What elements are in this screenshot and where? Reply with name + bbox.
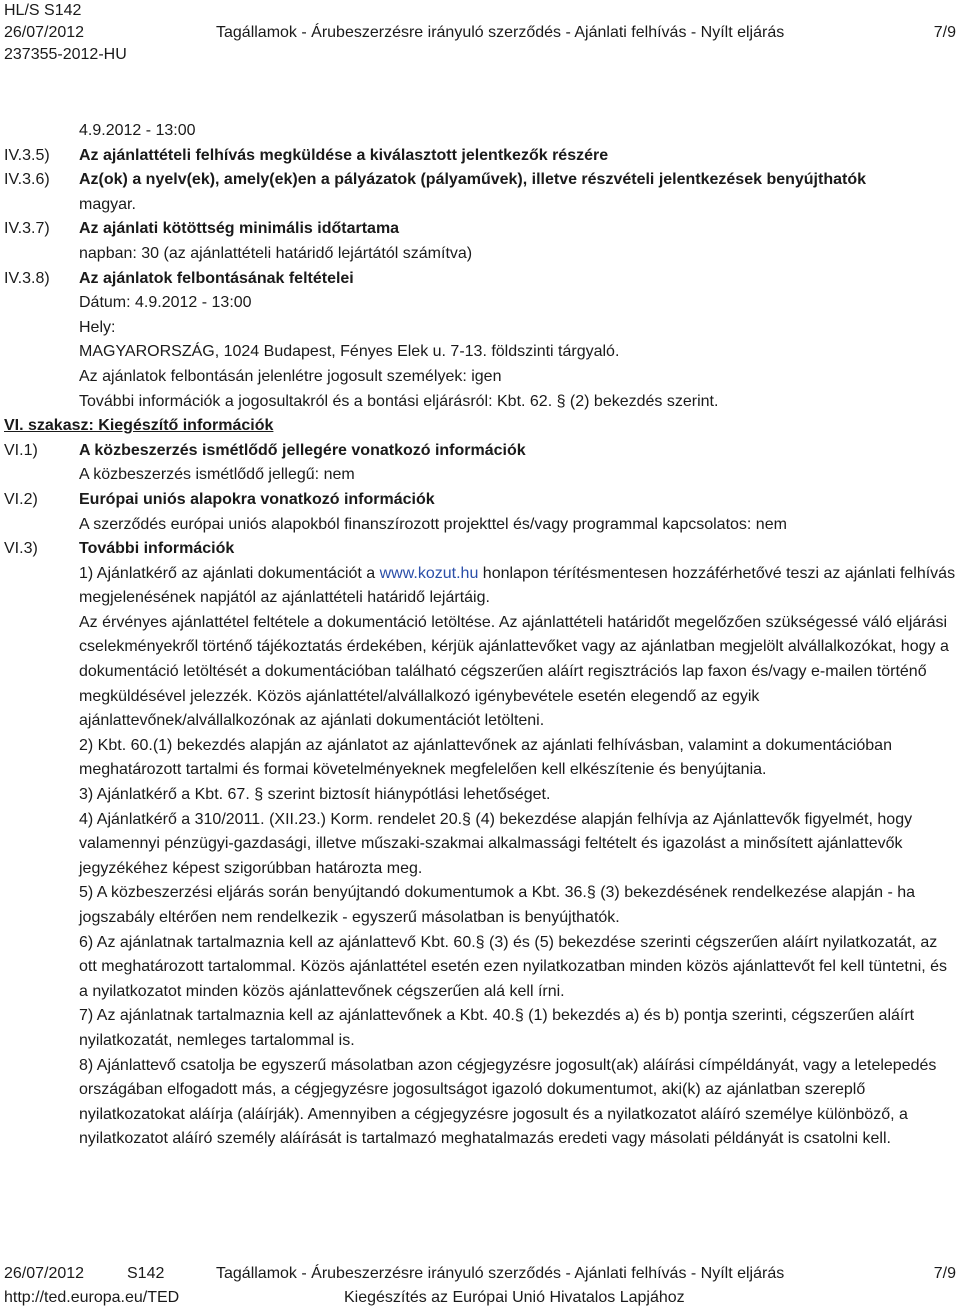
- top-datetime-row: [0, 119, 960, 144]
- footer-date: 26/07/2012: [4, 1265, 85, 1282]
- header-page-number: 7/9: [933, 24, 956, 41]
- section-title: További információk: [79, 540, 235, 558]
- section-vi-3: [0, 537, 960, 1152]
- footer-title: Tagállamok - Árubeszerzésre irányuló szerződés - Ajánlati felhívás - Nyílt eljárás: [216, 1265, 785, 1282]
- section-title: Az ajánlati kötöttség minimális időtartama: [79, 220, 400, 238]
- section-number: VI.3): [4, 540, 38, 558]
- place-label: Hely:: [79, 318, 116, 336]
- info-paragraph-1: 1) Ajánlatkérő az ajánlati dokumentációt a www.kozut.hu honlapon térítésmentesen hozzáférhetővé teszi az ajánlati felhívás megjelenésének napjától az ajánlattételi határidő lejártáig.: [79, 564, 956, 607]
- footer-code: S142: [127, 1265, 165, 1282]
- section-vi-heading: VI. szakasz: Kiegészítő információk: [4, 417, 274, 435]
- section-number: IV.3.7): [4, 220, 50, 238]
- document-body: [0, 119, 960, 1152]
- opening-date: Dátum: 4.9.2012 - 13:00: [79, 294, 252, 312]
- info-paragraph-7: 6) Az ajánlatnak tartalmaznia kell az ajánlattevő Kbt. 60.§ (3) és (5) bekezdése szerinti cégszerűen aláírt nyilatkozatát, az ott meghatározott tartalommal. Közös ajánlattétel esetén ezen nyilatkozatban minden közös ajánlattevőt fel kell tüntetni, és a nyilatkozatot minden közös ajánlattevőnek cégszerűen alá kell írni.: [79, 933, 948, 1000]
- section-number: IV.3.6): [4, 171, 50, 189]
- footer-publisher: Kiegészítés az Európai Unió Hivatalos Lapjához: [344, 1289, 685, 1306]
- footer-page-number: 7/9: [933, 1265, 956, 1282]
- info-paragraph-9: 8) Ajánlattevő csatolja be egyszerű másolatban azon cégjegyzésre jogosult(ak) aláírási címpéldányát, vagy a letelepedés országában elfogadott más, a cégjegyzésre jogosultságot igazoló dokumentumot, aki(k) az ajánlatban szereplő nyilatkozatokat aláírja (aláírják). Amennyiben a cégjegyzésre jogosult és a nyilatkozatot aláíró személye különböző, a nyilatkozatot aláíró személy aláírását is tartalmazó meghatalmazás eredeti vagy másolati példányát is csatolni kell.: [79, 1056, 937, 1148]
- authorized-persons: Az ajánlatok felbontásán jelenlétre jogosult személyek: igen: [79, 367, 502, 385]
- section-number: IV.3.5): [4, 146, 50, 164]
- section-number: VI.2): [4, 490, 38, 508]
- section-title: Európai uniós alapokra vonatkozó információk: [79, 490, 435, 508]
- section-value: magyar.: [79, 195, 136, 213]
- info-paragraph-6: 5) A közbeszerzési eljárás során benyújtandó dokumentumok a Kbt. 36.§ (3) bekezdésének rendelkezése alapján - ha jogszabály eltérően nem rendelkezik - egyszerű másolatban is benyújthatók.: [79, 884, 916, 926]
- section-value: napban: 30 (az ajánlattételi határidő lejártától számítva): [79, 244, 473, 262]
- section-value: A szerződés európai uniós alapokból finanszírozott projekttel és/vagy programmal kapcsolatos: nem: [79, 515, 787, 533]
- header-reference: 237355-2012-HU: [4, 46, 127, 63]
- section-iv-3-5: [0, 144, 960, 169]
- info-paragraph-3: 2) Kbt. 60.(1) bekezdés alapján az ajánlatot az ajánlattevőnek az ajánlati felhívásban, valamint a dokumentációban meghatározott tartalmi és formai követelményeknek megfelelően kell elkészítenie és benyújtania.: [79, 736, 892, 779]
- top-datetime: 4.9.2012 - 13:00: [79, 122, 196, 139]
- info-paragraph-8: 7) Az ajánlatnak tartalmaznia kell az ajánlattevőnek a Kbt. 40.§ (1) bekezdés a) és b) pontja szerinti, cégszerűen aláírt nyilatkozatát, nemleges tartalommal is.: [79, 1007, 915, 1049]
- section-title: Az ajánlatok felbontásának feltételei: [79, 269, 354, 287]
- footer-url[interactable]: http://ted.europa.eu/TED: [4, 1289, 180, 1306]
- info-paragraph-4: 3) Ajánlatkérő a Kbt. 67. § szerint biztosít hiánypótlási lehetőséget.: [79, 786, 551, 804]
- kozut-website-link[interactable]: www.kozut.hu: [379, 564, 479, 582]
- header-title: Tagállamok - Árubeszerzésre irányuló szerződés - Ajánlati felhívás - Nyílt eljárás: [216, 24, 785, 41]
- section-vi-2: [0, 488, 960, 537]
- section-value: A közbeszerzés ismétlődő jellegű: nem: [79, 466, 355, 484]
- section-iv-3-7: [0, 217, 960, 266]
- section-title: Az ajánlattételi felhívás megküldése a kiválasztott jelentkezők részére: [79, 146, 609, 164]
- section-number: VI.1): [4, 441, 38, 459]
- section-iv-3-8: [0, 267, 960, 415]
- info-paragraph-2: Az érvényes ajánlattétel feltétele a dokumentáció letöltése. Az ajánlattételi határidőt megelőzően szükségessé váló eljárási cselekményekről történő tájékoztatás érdekében, kérjük ajánlattevőket vagy az ajánlatban megjelölt alvállalkozókat, hogy a dokumentáció letöltését a dokumentációban található cégszerűen aláírt regisztrációs lap faxon és/vagy e-mailen történő megküldésével jelezzék. Közös ajánlattétel/alvállalkozó igénybevétele esetén elegendő az egyik ajánlattevőnek/alvállalkozónak az ajánlati dokumentációt letölteni.: [79, 613, 949, 730]
- section-vi-heading-row: [0, 414, 960, 439]
- section-number: IV.3.8): [4, 269, 50, 287]
- info-paragraph-5: 4) Ajánlatkérő a 310/2011. (XII.23.) Korm. rendelet 20.§ (4) bekezdése alapján felhívja az Ajánlattevők figyelmét, hogy valamennyi pénzügyi-gazdasági, illetve műszaki-szakmai alkalmassági feltételt és igazolást a minősített ajánlattevők jegyzékéhez képest szigorúbban határozta meg.: [79, 810, 913, 877]
- section-iv-3-6: [0, 168, 960, 217]
- section-title: A közbeszerzés ismétlődő jellegére vonatkozó információk: [79, 441, 526, 459]
- opening-place: MAGYARORSZÁG, 1024 Budapest, Fényes Elek u. 7-13. földszinti tárgyaló.: [79, 343, 620, 361]
- section-vi-1: [0, 439, 960, 488]
- header-line1: HL/S S142: [4, 2, 82, 19]
- section-title: Az(ok) a nyelv(ek), amely(ek)en a pályázatok (pályaművek), illetve részvételi jelentkezések benyújthatók: [79, 171, 866, 189]
- opening-info: További információk a jogosultakról és a bontási eljárásról: Kbt. 62. § (2) bekezdés szerint.: [79, 392, 719, 410]
- header-date: 26/07/2012: [4, 24, 85, 41]
